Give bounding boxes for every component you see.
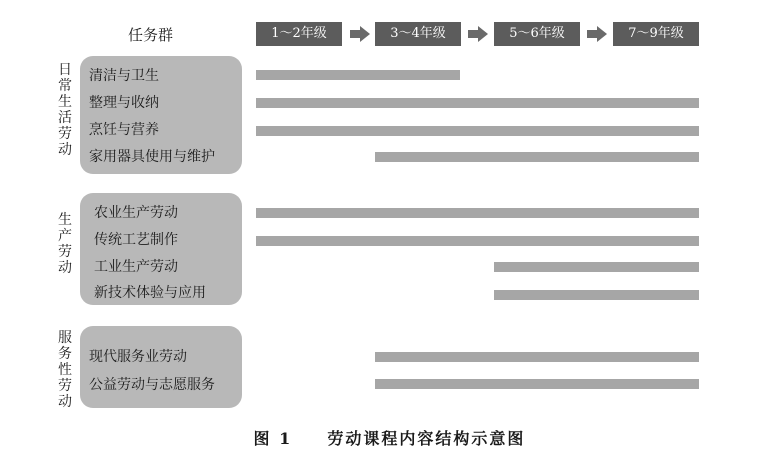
arrow-right-icon	[587, 26, 607, 42]
task-label: 传统工艺制作	[94, 232, 178, 248]
category-char: 生	[58, 94, 72, 110]
figure-caption	[0, 426, 779, 449]
category-char: 服	[58, 330, 72, 346]
span-bar-crafts	[256, 236, 699, 246]
task-label: 清洁与卫生	[89, 68, 159, 84]
figure-title: 劳动课程内容结构示意图	[327, 429, 526, 448]
span-bar-agriculture	[256, 208, 699, 218]
task-label: 农业生产劳动	[94, 205, 178, 221]
task-label: 整理与收纳	[89, 95, 159, 111]
task-label: 现代服务业劳动	[89, 349, 187, 365]
category-char: 性	[58, 362, 72, 378]
arrow-right-icon	[468, 26, 488, 42]
span-bar-cooking	[256, 126, 699, 136]
task-label: 工业生产劳动	[94, 259, 178, 275]
span-bar-volunteer	[375, 379, 699, 389]
grade-1-2-label: 1～2年级	[256, 22, 342, 46]
category-char: 动	[58, 142, 72, 158]
span-bar-new-tech	[494, 290, 699, 300]
task-label: 新技术体验与应用	[94, 285, 206, 301]
span-bar-cleaning	[256, 70, 460, 80]
category-label-service	[56, 330, 74, 410]
task-group-header: 任务群	[128, 26, 174, 44]
task-label: 家用器具使用与维护	[89, 149, 215, 165]
category-char: 生	[58, 212, 72, 228]
span-bar-organizing	[256, 98, 699, 108]
task-label: 烹饪与营养	[89, 122, 159, 138]
span-bar-industry	[494, 262, 699, 272]
category-label-production	[56, 212, 74, 276]
category-char: 动	[58, 260, 72, 276]
category-char: 务	[58, 346, 72, 362]
arrow-right-icon	[350, 26, 370, 42]
task-label: 公益劳动与志愿服务	[89, 377, 215, 393]
grade-3-4-label: 3～4年级	[375, 22, 461, 46]
category-label-daily-life	[56, 62, 74, 158]
category-box-service	[80, 326, 242, 408]
category-char: 活	[58, 110, 72, 126]
span-bar-modern-service	[375, 352, 699, 362]
figure-number: 图 1	[253, 429, 293, 448]
category-char: 日	[58, 62, 72, 78]
category-char: 劳	[58, 126, 72, 142]
category-char: 劳	[58, 244, 72, 260]
category-char: 产	[58, 228, 72, 244]
span-bar-appliances	[375, 152, 699, 162]
grade-5-6-label: 5～6年级	[494, 22, 580, 46]
category-char: 动	[58, 394, 72, 410]
category-char: 劳	[58, 378, 72, 394]
category-char: 常	[58, 78, 72, 94]
grade-7-9-label: 7～9年级	[613, 22, 699, 46]
